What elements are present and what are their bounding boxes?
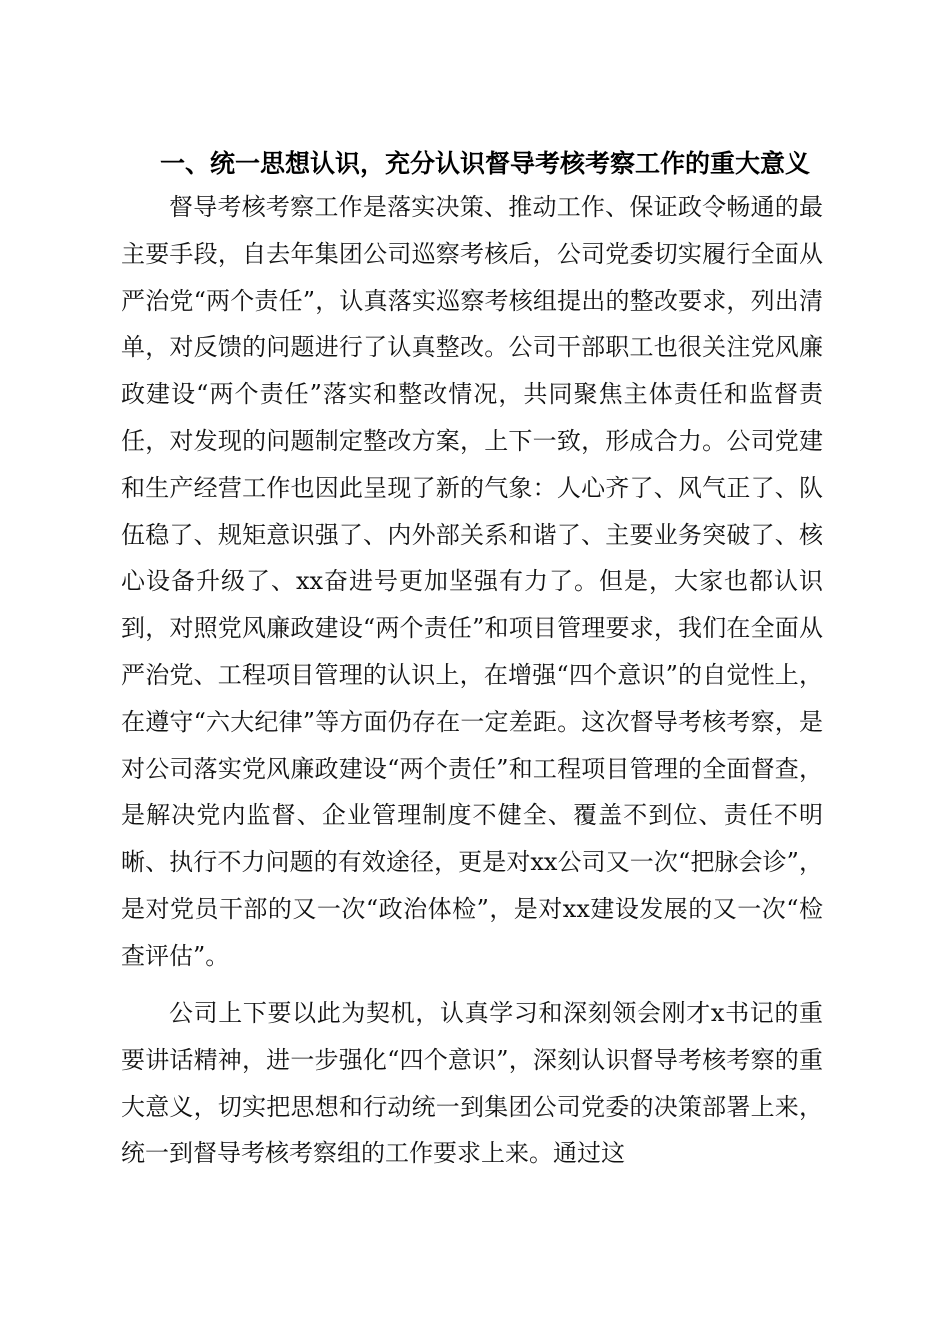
body-paragraph: 公司上下要以此为契机，认真学习和深刻领会刚才x书记的重要讲话精神，进一步强化“四个意识”，深刻认识督导考核考察的重大意义，切实把思想和行动统一到集团公司党委的决策部署上来，统一到督导考核考察组的工作要求上来。通过这 [121,999,823,1168]
section-heading: 一、统一思想认识，充分认识督导考核考察工作的重大意义 [160,149,811,178]
body-paragraph: 督导考核考察工作是落实决策、推动工作、保证政令畅通的最主要手段，自去年集团公司巡察考核后，公司党委切实履行全面从严治党“两个责任”，认真落实巡察考核组提出的整改要求，列出清单，对反馈的问题进行了认真整改。公司干部职工也很关注党风廉政建设“两个责任”落实和整改情况，共同聚焦主体责任和监督责任，对发现的问题制定整改方案，上下一致，形成合力。公司党建和生产经营工作也因此呈现了新的气象：人心齐了、风气正了、队伍稳了、规矩意识强了、内外部关系和谐了、主要业务突破了、核心设备升级了、xx奋进号更加坚强有力了。但是，大家也都认识到，对照党风廉政建设“两个责任”和项目管理要求，我们在全面从严治党、工程项目管理的认识上，在增强“四个意识”的自觉性上，在遵守“六大纪律”等方面仍存在一定差距。这次督导考核考察，是对公司落实党风廉政建设“两个责任”和工程项目管理的全面督查，是解决党内监督、企业管理制度不健全、覆盖不到位、责任不明晰、执行不力问题的有效途径，更是对xx公司又一次“把脉会诊”，是对党员干部的又一次“政治体检”，是对xx建设发展的又一次“检查评估”。 [121,193,823,970]
